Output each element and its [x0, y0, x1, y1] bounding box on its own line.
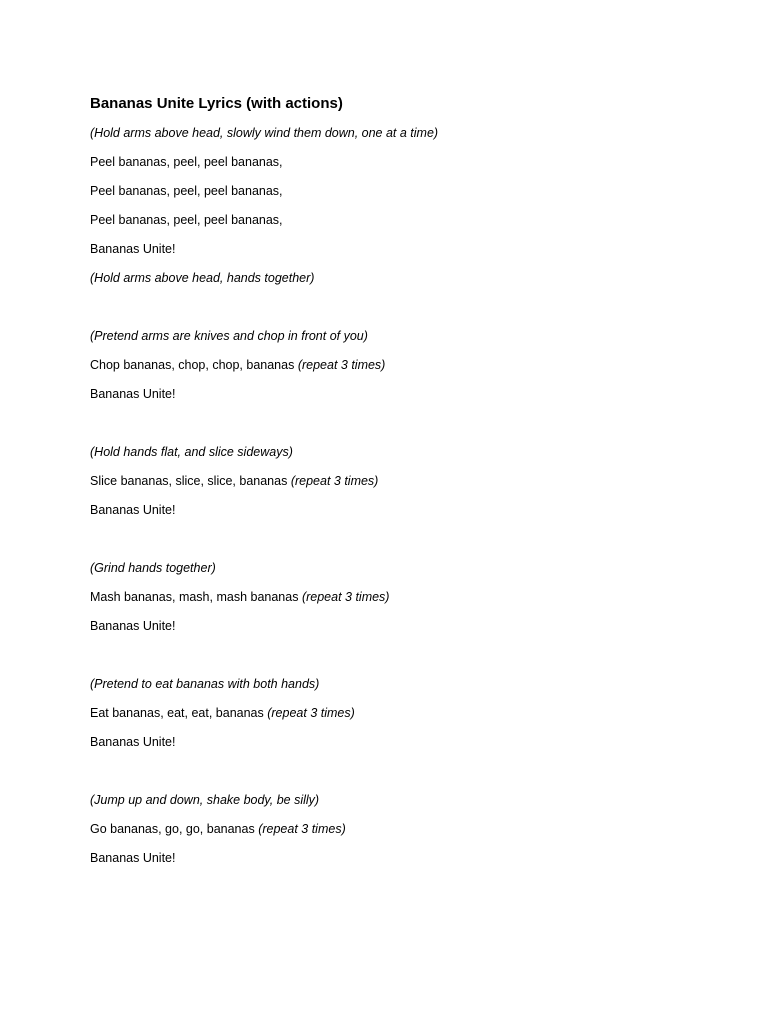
lyric-text: Bananas Unite!: [90, 503, 176, 517]
lyric-line: [90, 612, 710, 641]
action-text: (Hold hands flat, and slice sideways): [90, 445, 293, 459]
lyric-text: Bananas Unite!: [90, 242, 176, 256]
lyric-text: Eat bananas, eat, eat, bananas: [90, 706, 268, 720]
lyric-text: Peel bananas, peel, peel bananas,: [90, 213, 283, 227]
verse-spacer: [90, 409, 710, 438]
lyric-text: Go bananas, go, go, bananas: [90, 822, 259, 836]
lyric-line: [90, 177, 710, 206]
repeat-note: (repeat 3 times): [258, 822, 346, 836]
verse-spacer: [90, 525, 710, 554]
action-instruction: [90, 438, 710, 467]
lyric-line: [90, 467, 710, 496]
action-text: (Jump up and down, shake body, be silly): [90, 793, 320, 807]
verse-spacer: [90, 641, 710, 670]
verse: [90, 322, 710, 409]
repeat-note: (repeat 3 times): [297, 358, 386, 372]
lyric-line: [90, 206, 710, 235]
action-text: (Grind hands together): [90, 561, 216, 575]
verse: [90, 670, 710, 757]
repeat-note: (repeat 3 times): [267, 706, 355, 720]
repeat-note: (repeat 3 times): [301, 590, 390, 604]
lyric-text: Peel bananas, peel, peel bananas,: [90, 184, 283, 198]
repeat-note: (repeat 3 times): [290, 474, 379, 488]
lyric-text: Bananas Unite!: [90, 387, 176, 401]
lyrics-body: [90, 119, 710, 873]
verse-spacer: [90, 293, 710, 322]
lyric-line: [90, 844, 710, 873]
lyric-text: Bananas Unite!: [90, 851, 176, 865]
action-text: (Pretend to eat bananas with both hands): [90, 677, 320, 691]
lyric-line: [90, 235, 710, 264]
document-title: Bananas Unite Lyrics (with actions): [90, 95, 343, 112]
verse: [90, 119, 710, 293]
lyric-line: [90, 815, 710, 844]
lyric-text: Bananas Unite!: [90, 735, 176, 749]
action-instruction: [90, 786, 710, 815]
lyric-text: Bananas Unite!: [90, 619, 176, 633]
lyric-text: Mash bananas, mash, mash bananas: [90, 590, 302, 604]
lyric-text: Slice bananas, slice, slice, bananas: [90, 474, 291, 488]
lyrics-document: [90, 92, 710, 873]
lyric-line: [90, 496, 710, 525]
action-text: (Hold arms above head, slowly wind them down, one at a time): [90, 126, 439, 140]
lyric-text: Chop bananas, chop, chop, bananas: [90, 358, 298, 372]
verse: [90, 438, 710, 525]
verse: [90, 554, 710, 641]
lyric-line: [90, 728, 710, 757]
action-instruction: [90, 554, 710, 583]
lyric-line: [90, 583, 710, 612]
action-text: (Pretend arms are knives and chop in front of you): [90, 329, 368, 343]
action-instruction: [90, 670, 710, 699]
action-instruction: [90, 322, 710, 351]
action-instruction: [90, 264, 710, 293]
lyric-line: [90, 351, 710, 380]
lyric-line: [90, 148, 710, 177]
action-text: (Hold arms above head, hands together): [90, 271, 315, 285]
verse-spacer: [90, 757, 710, 786]
lyric-line: [90, 699, 710, 728]
action-instruction: [90, 119, 710, 148]
lyric-text: Peel bananas, peel, peel bananas,: [90, 155, 283, 169]
verse: [90, 786, 710, 873]
lyric-line: [90, 380, 710, 409]
